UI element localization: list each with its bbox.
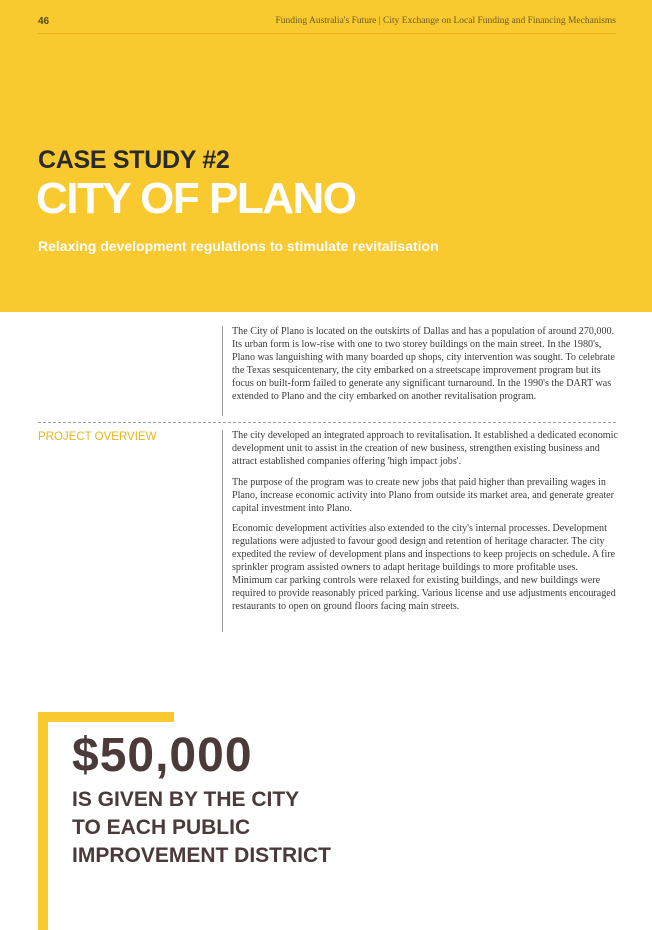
column-divider — [222, 430, 223, 632]
callout-bracket-left — [38, 712, 48, 930]
header-rule — [38, 33, 616, 34]
overview-paragraph: The city developed an integrated approach to revitalisation. It established a dedicated economic development unit to assist in the creation of new business, strengthen existing business and attract established companies offering 'high impact jobs'. — [232, 430, 618, 467]
overview-paragraph: Economic development activities also extended to the city's internal processes. Development regulations were adjusted to favour good design and retention of heritage character. The city expedited the review of development plans and inspections to keep projects on schedule. A fire sprinkler program assisted owners to adapt heritage buildings to more profitable uses. Minimum car parking controls were relaxed for existing buildings, and new buildings were required to provide reasonably priced parking. Various license and use adjustments encouraged restaurants to open on ground floors facing main streets. — [232, 523, 616, 612]
section-heading: PROJECT OVERVIEW — [38, 431, 157, 443]
callout-line: TO EACH PUBLIC — [72, 816, 251, 839]
callout-line: IMPROVEMENT DISTRICT — [72, 844, 332, 867]
case-study-label: CASE STUDY #2 — [38, 146, 230, 174]
intro-paragraph: The City of Plano is located on the outskirts of Dallas and has a population of around 270,000. Its urban form is low-rise with one to two storey buildings on the main street. In the 1980's, Plano was languishing with many boarded up shops, city intervention was sought. To celebrate the Texas sesquicentenary, the city embarked on a streetscape improvement program but its focus on built-form failed to generate any significant turnaround. In the 1990's the DART was extended to Plano and the city embarked on another revitalisation program. — [232, 326, 615, 402]
page-number: 46 — [38, 16, 50, 27]
column-divider — [222, 326, 223, 416]
callout-amount: $50,000 — [72, 729, 253, 782]
section-divider — [38, 422, 616, 423]
overview-body — [232, 430, 618, 622]
case-study-title: CITY OF PLANO — [36, 174, 356, 223]
callout-line: IS GIVEN BY THE CITY — [72, 788, 300, 811]
running-header: Funding Australia's Future | City Exchange on Local Funding and Financing Mechanisms — [275, 16, 616, 26]
case-study-subtitle: Relaxing development regulations to stimulate revitalisation — [38, 238, 439, 254]
overview-paragraph: The purpose of the program was to create new jobs that paid higher than prevailing wages in Plano, increase economic activity into Plano from outside its market area, and generate greater capital investment into Plano. — [232, 476, 615, 514]
callout-bracket-top — [38, 712, 174, 722]
